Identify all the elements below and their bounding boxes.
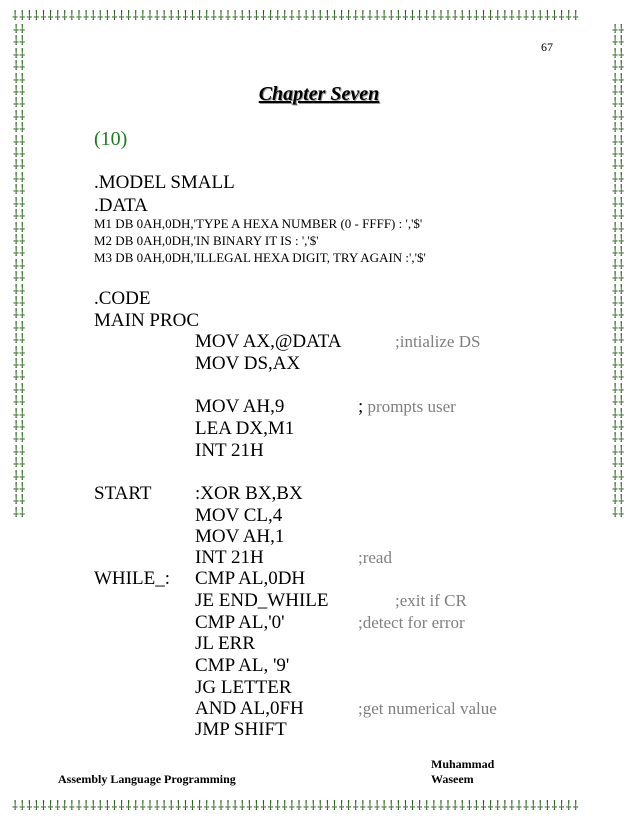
instruction: :XOR BX,BX (195, 483, 303, 504)
instruction: AND AL,0FH (195, 698, 304, 719)
comment (358, 396, 456, 418)
code-label: WHILE_: (94, 568, 170, 589)
code-line (0, 526, 638, 548)
comment-text: prompts user (363, 397, 456, 416)
instruction: CMP AL,0DH (195, 568, 306, 589)
code-line (0, 698, 638, 720)
instruction: CMP AL, '9' (195, 655, 290, 676)
code-line (0, 655, 638, 677)
code-line (0, 353, 638, 375)
code-line (0, 633, 638, 655)
data-line-m1: M1 DB 0AH,0DH,'TYPE A HEXA NUMBER (0 - FFFF) : ','$' (94, 216, 423, 231)
code-directive: .CODE (94, 288, 151, 309)
code-line (0, 483, 638, 505)
problem-number: (10) (94, 128, 128, 150)
code-line (0, 547, 638, 569)
footer-book-title: Assembly Language Programming (58, 772, 236, 786)
palm-tree-icon: ⸸⸸⸸⸸⸸⸸⸸⸸⸸⸸⸸⸸⸸⸸⸸⸸⸸⸸⸸⸸⸸⸸⸸⸸⸸⸸⸸⸸⸸⸸⸸⸸⸸⸸⸸⸸⸸⸸⸸⸸⸸⸸⸸⸸⸸⸸⸸⸸⸸⸸⸸⸸⸸⸸⸸⸸⸸⸸⸸⸸⸸⸸⸸⸸⸸⸸⸸⸸⸸⸸⸸⸸⸸⸸⸸⸸⸸⸸⸸⸸ (12, 800, 580, 814)
code-line (0, 505, 638, 527)
comment: ;read (358, 548, 392, 567)
instruction: MOV AH,9 (195, 396, 285, 417)
instruction: MOV DS,AX (195, 353, 301, 374)
comment: ;get numerical value (358, 699, 497, 718)
page-number: 67 (541, 40, 553, 54)
palm-tree-icon: ⸸⸸⸸⸸⸸⸸⸸⸸⸸⸸⸸⸸⸸⸸⸸⸸⸸⸸⸸⸸⸸⸸⸸⸸⸸⸸⸸⸸⸸⸸⸸⸸⸸⸸⸸⸸⸸⸸⸸⸸⸸⸸⸸⸸⸸⸸⸸⸸⸸⸸⸸⸸⸸⸸⸸⸸⸸⸸⸸⸸⸸⸸⸸⸸⸸⸸⸸⸸⸸⸸⸸⸸⸸⸸⸸⸸⸸⸸⸸⸸ (13, 24, 26, 521)
instruction: MOV AH,1 (195, 526, 285, 547)
code-line (0, 396, 638, 418)
footer-author (431, 757, 494, 787)
comment-semicolon: ; (358, 396, 364, 417)
author-last-name: Waseem (431, 772, 474, 786)
instruction: CMP AL,'0' (195, 612, 285, 633)
instruction: MOV AX,@DATA (195, 331, 342, 352)
instruction: LEA DX,M1 (195, 418, 295, 439)
data-line-m2: M2 DB 0AH,0DH,'IN BINARY IT IS : ','$' (94, 233, 319, 248)
instruction: JMP SHIFT (195, 719, 287, 740)
code-line (0, 719, 638, 741)
instruction: MOV CL,4 (195, 505, 283, 526)
code-line (0, 568, 638, 590)
instruction: JE END_WHILE (195, 590, 329, 611)
author-first-name: Muhammad (431, 757, 495, 771)
code-label: START (94, 483, 152, 504)
instruction: JG LETTER (195, 677, 292, 698)
code-line (0, 418, 638, 440)
chapter-title: Chapter Seven (258, 83, 380, 105)
main-proc: MAIN PROC (94, 310, 200, 331)
code-line (0, 612, 638, 634)
palm-tree-icon: ⸸⸸⸸⸸⸸⸸⸸⸸⸸⸸⸸⸸⸸⸸⸸⸸⸸⸸⸸⸸⸸⸸⸸⸸⸸⸸⸸⸸⸸⸸⸸⸸⸸⸸⸸⸸⸸⸸⸸⸸⸸⸸⸸⸸⸸⸸⸸⸸⸸⸸⸸⸸⸸⸸⸸⸸⸸⸸⸸⸸⸸⸸⸸⸸⸸⸸⸸⸸⸸⸸⸸⸸⸸⸸⸸⸸⸸⸸⸸⸸ (612, 24, 625, 521)
instruction: JL ERR (195, 633, 255, 654)
instruction: INT 21H (195, 547, 264, 568)
model-directive: .MODEL SMALL (94, 172, 235, 193)
palm-tree-icon: ⸸⸸⸸⸸⸸⸸⸸⸸⸸⸸⸸⸸⸸⸸⸸⸸⸸⸸⸸⸸⸸⸸⸸⸸⸸⸸⸸⸸⸸⸸⸸⸸⸸⸸⸸⸸⸸⸸⸸⸸⸸⸸⸸⸸⸸⸸⸸⸸⸸⸸⸸⸸⸸⸸⸸⸸⸸⸸⸸⸸⸸⸸⸸⸸⸸⸸⸸⸸⸸⸸⸸⸸⸸⸸⸸⸸⸸⸸⸸⸸ (12, 10, 580, 24)
data-line-m3: M3 DB 0AH,0DH,'ILLEGAL HEXA DIGIT, TRY AGAIN :','$' (94, 250, 426, 265)
comment: ;intialize DS (395, 332, 481, 351)
code-line (0, 331, 638, 353)
code-line (0, 590, 638, 612)
code-line (0, 677, 638, 699)
instruction: INT 21H (195, 440, 264, 461)
comment: ;detect for error (358, 613, 465, 632)
data-directive: .DATA (94, 195, 148, 216)
code-line (0, 440, 638, 462)
comment: ;exit if CR (395, 591, 467, 610)
